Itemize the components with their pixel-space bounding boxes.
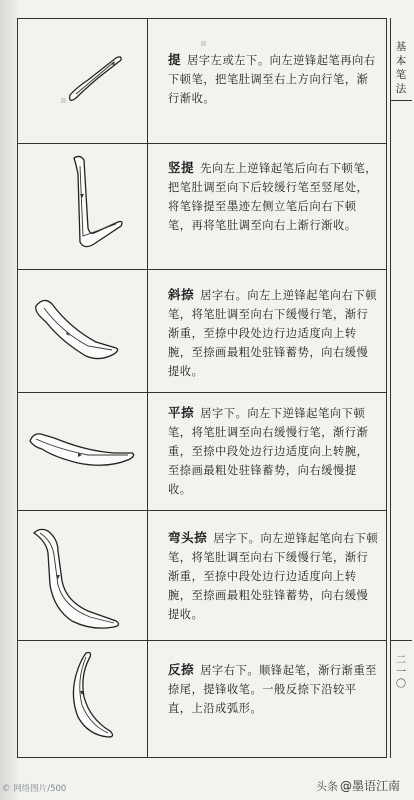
stroke-text: 居字左或左下。向左逆锋起笔再向右下顿笔，把笔肚调至右上方向行笔，渐行渐收。 <box>168 54 376 105</box>
stroke-description-fanna <box>168 660 380 718</box>
stroke-text: 先向左上逆锋起笔后向右下顿笔，把笔肚调至向下后较缓行笔至竖尾处，将笔锋提至墨迹左侧立笔后向右下顿笔，再将笔肚调至向右上渐行渐收。 <box>168 162 378 232</box>
stroke-description-wantouna <box>168 528 380 624</box>
stroke-name: 反捺 <box>168 662 195 677</box>
sidebar-divider <box>390 640 412 641</box>
show-through-text: ▪ <box>60 95 67 106</box>
stroke-illustration-ti <box>18 20 146 142</box>
page-sidebar <box>390 18 412 758</box>
stroke-name: 斜捺 <box>168 287 195 302</box>
stroke-illustration-wantouna <box>18 511 146 640</box>
stroke-text: 居字下。向左逆锋起笔向右下顿笔，将笔肚调至向右下缓慢行笔，渐行渐重，至捺中段处边行边适度向上转腕，至捺画最粗处驻锋蓄势，向右缓慢提收。 <box>168 532 379 621</box>
stroke-description-shuti <box>168 158 380 235</box>
stroke-text: 居字下。向左下逆锋起笔向下顿笔，将笔肚调至向右缓慢行笔，渐行渐重，至捺中段处边行边适度向上转腕，至捺画最粗处驻锋蓄势，向右缓慢提收。 <box>168 407 369 496</box>
stroke-description-ti <box>168 50 380 108</box>
author-watermark <box>316 777 400 794</box>
stroke-text: 居字右。向左上逆锋起笔向右下顿笔，将笔肚调至向右下缓慢行笔，渐行渐重，至捺中段处边行边适度向上转腕，至捺画最粗处驻锋蓄势，向右缓慢提收。 <box>168 289 378 378</box>
sidebar-divider <box>390 100 412 101</box>
stroke-description-xiena <box>168 285 380 381</box>
stroke-description-pingna <box>168 403 380 499</box>
show-through-text: ▪ <box>200 38 207 49</box>
page-number: 二一〇 <box>396 655 406 690</box>
stroke-illustration-pingna <box>18 393 146 510</box>
stroke-name: 提 <box>168 52 182 67</box>
source-watermark: © 网络图片/500 <box>2 784 67 794</box>
stroke-illustration-shuti <box>18 144 146 269</box>
stroke-illustration-fanna <box>18 641 146 757</box>
stroke-illustration-xiena <box>18 270 146 392</box>
author-handle: @墨语江南 <box>340 779 401 793</box>
stroke-text: 居字右下。顺锋起笔，渐行渐重至捺尾，提锋收笔。一般反捺下沿较平直，上沿成弧形。 <box>168 664 378 715</box>
column-divider <box>147 18 148 758</box>
stroke-name: 竖提 <box>168 160 195 175</box>
stroke-name: 弯头捺 <box>168 530 208 545</box>
platform-label: 头条 <box>316 780 338 793</box>
section-title: 基本笔法 <box>395 41 407 95</box>
book-binding-shadow <box>0 0 18 800</box>
stroke-name: 平捺 <box>168 405 195 420</box>
